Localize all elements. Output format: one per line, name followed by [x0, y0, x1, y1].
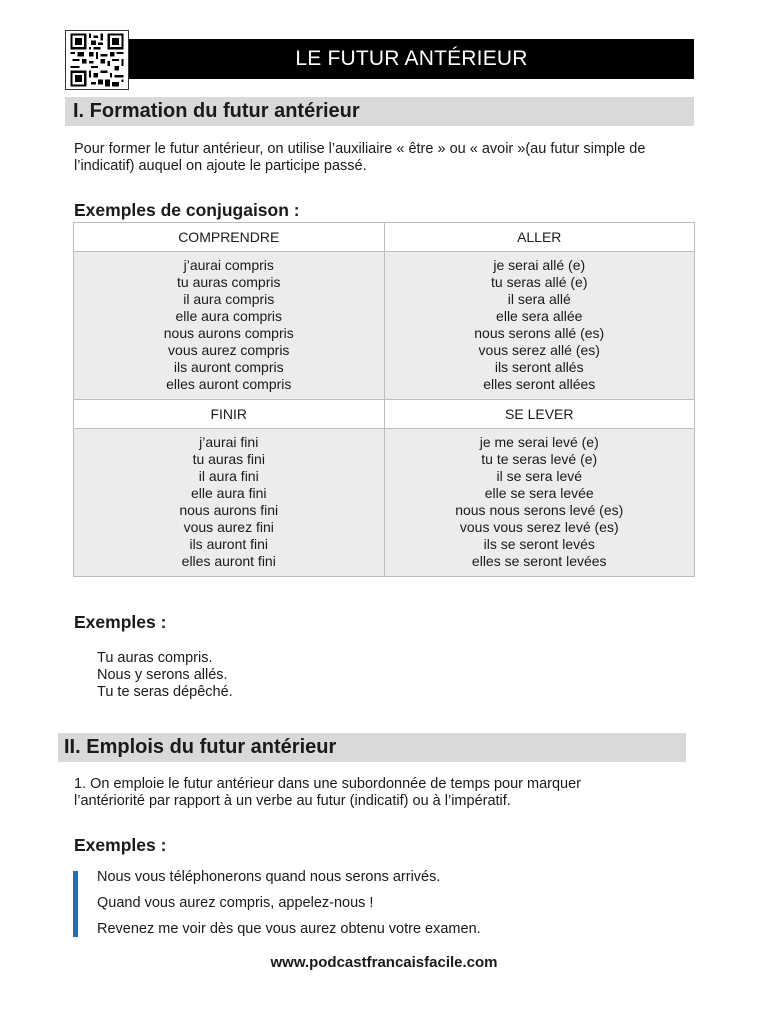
- conjugation-form: ils auront compris: [173, 359, 284, 375]
- table-row: [74, 252, 695, 400]
- list-item: Nous vous téléphonerons quand nous serons arrivés.: [97, 869, 441, 885]
- examples-list: [97, 650, 233, 701]
- conjugation-form: vous vous serez levé (es): [459, 519, 619, 535]
- qr-code-icon: [65, 30, 129, 90]
- conjugation-form: elles auront fini: [181, 553, 276, 569]
- conjugation-cell-se-lever: [384, 429, 695, 577]
- list-item: Quand vous aurez compris, appelez-nous !: [97, 895, 374, 911]
- conjugation-form: elle sera allée: [496, 308, 583, 324]
- conjugation-form: elles auront compris: [166, 376, 292, 392]
- conjugation-form: vous serez allé (es): [478, 342, 600, 358]
- emplois-rule: [74, 776, 699, 810]
- table-header-row: [74, 400, 695, 429]
- formation-intro-line: l’indicatif) auquel on ajoute le participe passé.: [74, 158, 367, 174]
- list-item: Nous y serons allés.: [97, 667, 228, 683]
- conjugation-form: je serai allé (e): [493, 257, 586, 273]
- conjugation-form: tu auras fini: [192, 451, 265, 467]
- examples-heading: Exemples :: [74, 612, 167, 632]
- emplois-rule-line: 1. On emploie le futur antérieur dans une subordonnée de temps pour marquer: [74, 776, 582, 792]
- conjugation-form: je me serai levé (e): [479, 434, 599, 450]
- verb-header-se-lever: SE LEVER: [384, 400, 695, 429]
- conjugation-cell-finir: [74, 429, 385, 577]
- list-item: Tu te seras dépêché.: [97, 684, 233, 700]
- formation-intro: [74, 141, 699, 175]
- table-header-row: [74, 223, 695, 252]
- section-heading-formation: I. Formation du futur antérieur: [65, 97, 694, 126]
- page-title: LE FUTUR ANTÉRIEUR: [129, 39, 694, 79]
- conjugation-form: il aura fini: [198, 468, 259, 484]
- section-heading-emplois: II. Emplois du futur antérieur: [58, 733, 686, 762]
- conjugation-form: elles se seront levées: [471, 553, 607, 569]
- quote-accent-bar: [73, 871, 78, 937]
- conjugation-form: elle aura compris: [175, 308, 283, 324]
- conjugation-form: ils seront allés: [494, 359, 584, 375]
- conjugation-form: elle aura fini: [191, 485, 267, 501]
- list-item: Revenez me voir dès que vous aurez obtenu votre examen.: [97, 921, 481, 937]
- conjugation-form: ils auront fini: [189, 536, 269, 552]
- conjugation-form: nous nous serons levé (es): [455, 502, 624, 518]
- conjugation-form: il aura compris: [183, 291, 275, 307]
- conjugation-form: vous aurez fini: [183, 519, 274, 535]
- conjugation-form: j’aurai fini: [199, 434, 259, 450]
- conjugation-form: nous aurons fini: [179, 502, 279, 518]
- list-item: Tu auras compris.: [97, 650, 213, 666]
- conjugation-form: elles seront allées: [483, 376, 596, 392]
- conjugation-cell-comprendre: [74, 252, 385, 400]
- conjugation-form: tu auras compris: [177, 274, 281, 290]
- conjugation-table: [73, 222, 695, 577]
- conjugation-form: nous serons allé (es): [474, 325, 605, 341]
- conjugation-form: ils se seront levés: [483, 536, 595, 552]
- examples-heading: Exemples :: [74, 835, 167, 855]
- conjugation-heading: Exemples de conjugaison :: [74, 200, 300, 220]
- conjugation-form: elle se sera levée: [484, 485, 594, 501]
- formation-intro-line: Pour former le futur antérieur, on utilise l’auxiliaire « être » ou « avoir »(au futur simple de: [74, 141, 646, 157]
- conjugation-form: j’aurai compris: [183, 257, 274, 273]
- conjugation-form: il sera allé: [507, 291, 571, 307]
- table-row: [74, 429, 695, 577]
- verb-header-aller: ALLER: [384, 223, 695, 252]
- footer-url: www.podcastfrancaisfacile.com: [270, 954, 498, 971]
- verb-header-finir: FINIR: [74, 400, 385, 429]
- conjugation-form: tu seras allé (e): [491, 274, 588, 290]
- conjugation-form: il se sera levé: [496, 468, 583, 484]
- conjugation-form: tu te seras levé (e): [481, 451, 598, 467]
- conjugation-cell-aller: [384, 252, 695, 400]
- emplois-rule-line: l’antériorité par rapport à un verbe au futur (indicatif) ou à l’impératif.: [74, 793, 511, 809]
- examples-list: [97, 869, 481, 947]
- conjugation-form: nous aurons compris: [163, 325, 294, 341]
- verb-header-comprendre: COMPRENDRE: [74, 223, 385, 252]
- conjugation-form: vous aurez compris: [168, 342, 290, 358]
